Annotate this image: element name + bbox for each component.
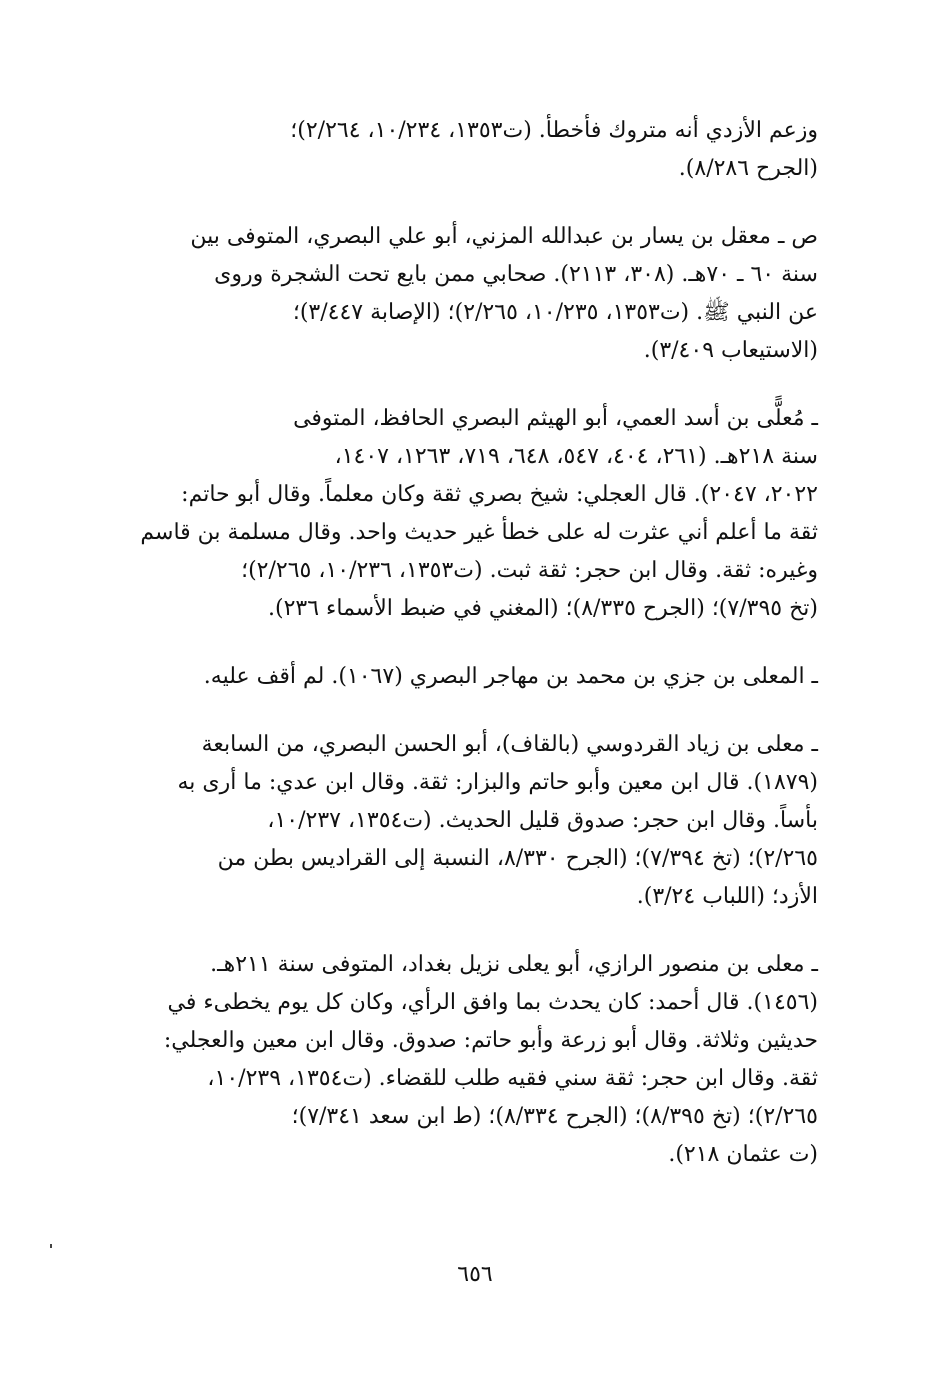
- entry-paragraph: [118, 218, 818, 370]
- text-line: ٢/٢٦٥)؛ (تخ ٧/٣٩٤)؛ (الجرح ٨/٣٣٠، النسبة إلى القراديس بطن من: [217, 846, 818, 871]
- entry-paragraph: [118, 112, 818, 188]
- entry-paragraph: [118, 946, 818, 1174]
- text-line: (١٤٥٦). قال أحمد: كان يحدث بما وافق الرأي، وكان كل يوم يخطىء في: [167, 990, 818, 1015]
- text-line: وزعم الأزدي أنه متروك فأخطأ. (ت١٣٥٣، ١٠/٢٣٤، ٢/٢٦٤)؛: [290, 118, 818, 143]
- text-line: سنة ٢١٨هـ. (٢٦١، ٤٠٤، ٥٤٧، ٦٤٨، ٧١٩، ١٢٦٣، ١٤٠٧،: [334, 444, 818, 469]
- entry-paragraph: [118, 400, 818, 628]
- text-line: ـ مُعلًّى بن أسد العمي، أبو الهيثم البصري الحافظ، المتوفى: [293, 406, 818, 431]
- page-body: [118, 112, 818, 1204]
- page-number: ٦٥٦: [457, 1262, 493, 1287]
- entry-paragraph: [118, 658, 818, 696]
- entry-paragraph: [118, 726, 818, 916]
- text-line: الأزد؛ (اللباب ٣/٢٤).: [636, 884, 818, 909]
- text-line: ـ معلى بن زياد القردوسي (بالقاف)، أبو الحسن البصري، من السابعة: [201, 732, 818, 757]
- text-line: ـ المعلى بن جزي بن محمد بن مهاجر البصري (١٠٦٧). لم أقف عليه.: [203, 664, 818, 689]
- text-line: بأساً. وقال ابن حجر: صدوق قليل الحديث. (ت١٣٥٤، ١٠/٢٣٧،: [267, 808, 818, 833]
- text-line: (الجرح ٨/٢٨٦).: [678, 156, 818, 181]
- text-line: حديثين وثلاثة. وقال أبو زرعة وأبو حاتم: صدوق. وقال ابن معين والعجلي:: [163, 1028, 818, 1053]
- scan-speck: [50, 1244, 52, 1248]
- text-line: عن النبي ﷺ. (ت١٣٥٣، ١٠/٢٣٥، ٢/٢٦٥)؛ (الإصابة ٣/٤٤٧)؛: [292, 300, 818, 325]
- text-line: (تخ ٧/٣٩٥)؛ (الجرح ٨/٣٣٥)؛ (المغني في ضبط الأسماء ٢٣٦).: [268, 596, 818, 621]
- text-line: ٢٠٢٢، ٢٠٤٧). قال العجلي: شيخ بصري ثقة وكان معلماً. وقال أبو حاتم:: [181, 482, 818, 507]
- text-line: ٢/٢٦٥)؛ (تخ ٨/٣٩٥)؛ (الجرح ٨/٣٣٤)؛ (ط ابن سعد ٧/٣٤١)؛: [291, 1104, 818, 1129]
- text-line: (ت عثمان ٢١٨).: [668, 1142, 818, 1167]
- text-line: ـ معلى بن منصور الرازي، أبو يعلى نزيل بغداد، المتوفى سنة ٢١١هـ.: [210, 952, 818, 977]
- text-line: سنة ٦٠ ـ ٧٠هـ. (٣٠٨، ٢١١٣). صحابي ممن بايع تحت الشجرة وروى: [214, 262, 818, 287]
- text-line: ثقة ما أعلم أني عثرت له على خطأ غير حديث واحد. وقال مسلمة بن قاسم: [140, 520, 818, 545]
- text-line: ثقة. وقال ابن حجر: ثقة سني فقيه طلب للقضاء. (ت١٣٥٤، ١٠/٢٣٩،: [207, 1066, 818, 1091]
- text-line: وغيره: ثقة. وقال ابن حجر: ثقة ثبت. (ت١٣٥٣، ١٠/٢٣٦، ٢/٢٦٥)؛: [241, 558, 818, 583]
- text-line: (الاستيعاب ٣/٤٠٩).: [643, 338, 818, 363]
- text-line: (١٨٧٩). قال ابن معين وأبو حاتم والبزار: ثقة. وقال ابن عدي: ما أرى به: [177, 770, 818, 795]
- text-line: ص ـ معقل بن يسار بن عبدالله المزني، أبو علي البصري، المتوفى بين: [190, 224, 818, 249]
